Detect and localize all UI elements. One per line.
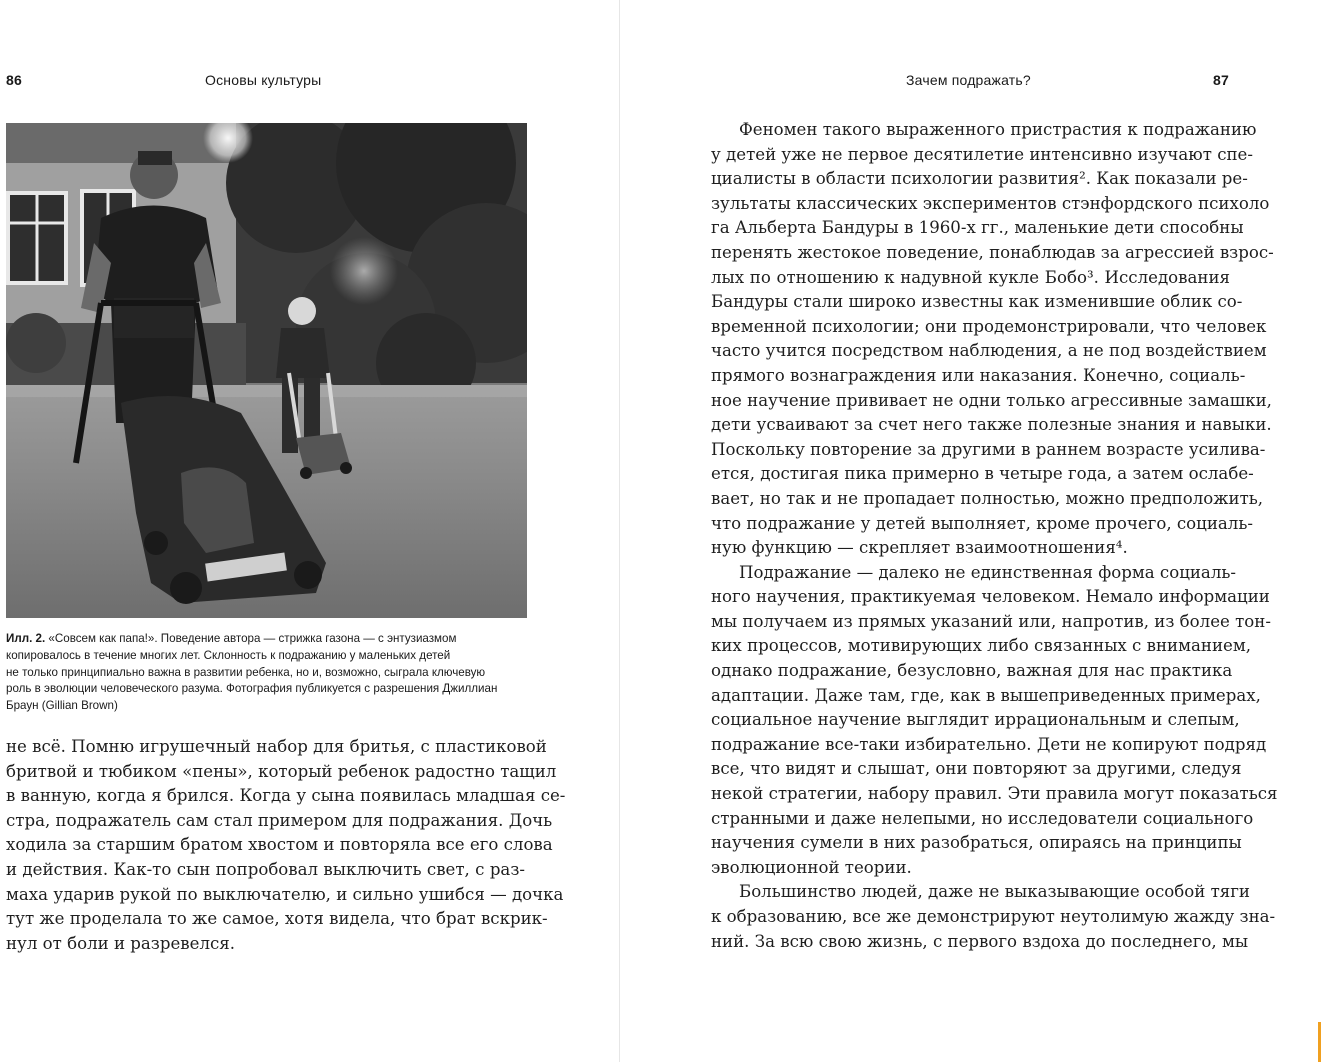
text-line: маха ударив рукой по выключателю, и сильно ушибся — дочка — [6, 884, 564, 904]
book-gutter — [619, 0, 620, 1062]
text-line: ний. За всю свою жизнь, с первого вздоха до последнего, мы — [711, 931, 1249, 951]
text-line: Поскольку повторение за другими в раннем возрасте усилива- — [711, 439, 1266, 459]
text-line: Большинство людей, даже не выказывающие особой тяги — [739, 882, 1250, 902]
text-line: временной психологии; они продемонстрировали, что человек — [711, 316, 1267, 336]
text-line: эволюционной теории. — [711, 857, 912, 877]
text-line: часто учится посредством наблюдения, а не под воздействием — [711, 341, 1267, 361]
left-page-body — [6, 735, 566, 956]
text-line: нул от боли и разревелся. — [6, 933, 236, 953]
text-line: дети усваивают за счет него также полезные знания и навыки. — [711, 415, 1272, 435]
caption-line: Браун (Gillian Brown) — [6, 699, 118, 713]
right-running-head: Зачем подражать? — [906, 72, 1031, 88]
text-line: перенять жестокое поведение, понаблюдав за агрессией взрос- — [711, 242, 1274, 262]
text-line: ную функцию — скрепляет взаимоотношения⁴. — [711, 538, 1128, 558]
text-line: Феномен такого выраженного пристрастия к подражанию — [739, 120, 1257, 139]
text-line: некой стратегии, набору правил. Эти правила могут показаться — [711, 784, 1278, 804]
text-line: подражание все-таки избирательно. Дети не копируют подряд — [711, 734, 1267, 754]
text-line: в ванную, когда я брился. Когда у сына появилась младшая се- — [6, 786, 566, 806]
caption-line: роль в эволюции человеческого разума. Фотография публикуется с разрешения Джиллиан — [6, 682, 498, 696]
caption-line: не только принципиально важна в развитии ребенка, но и, возможно, сыграла ключевую — [6, 665, 486, 679]
text-line: ное научение прививает не одни только агрессивные замашки, — [711, 390, 1272, 410]
text-line: зультаты классических экспериментов стэнфордского психоло — [711, 193, 1270, 213]
text-line: у детей уже не первое десятилетие интенсивно изучают спе- — [711, 144, 1253, 164]
figure-caption — [6, 631, 520, 715]
caption-line: Илл. 2. «Совсем как папа!». Поведение автора — стрижка газона — с энтузиазмом — [6, 632, 457, 645]
text-line: что подражание у детей выполняет, кроме прочего, социаль- — [711, 513, 1253, 533]
text-line: и действия. Как-то сын попробовал выключить свет, с раз- — [6, 859, 525, 879]
page-edge-marker — [1318, 1022, 1321, 1062]
text-line: к образованию, все же демонстрируют неутолимую жажду зна- — [711, 907, 1276, 926]
text-line: тут же проделала то же самое, хотя видела, что брат вскрик- — [6, 909, 548, 929]
text-line: адаптации. Даже там, где, как в вышеприведенных примерах, — [711, 685, 1261, 705]
text-line: Подражание — далеко не единственная форма социаль- — [739, 562, 1237, 582]
left-running-head: Основы культуры — [205, 72, 322, 88]
photo-illustration — [6, 123, 527, 618]
text-line: ется, достигая пика примерно в четыре года, а затем ослабе- — [711, 464, 1254, 484]
text-line: мы получаем из прямых указаний или, напротив, из более тон- — [711, 611, 1271, 631]
text-line: стра, подражатель сам стал примером для подражания. Дочь — [6, 810, 553, 830]
text-line: ходила за старшим братом хвостом и повторяла все его слова — [6, 835, 553, 855]
text-line: научения сумели в них разобраться, опираясь на принципы — [711, 833, 1242, 853]
text-line: циалисты в области психологии развития². Как показали ре- — [711, 169, 1248, 189]
text-line: прямого вознаграждения или наказания. Конечно, социаль- — [711, 365, 1246, 385]
right-page-number: 87 — [1213, 72, 1229, 88]
figure-label: Илл. 2. — [6, 632, 46, 645]
left-page-number: 86 — [6, 72, 22, 88]
text-line: лых по отношению к надувной кукле Бобо³. Исследования — [711, 267, 1230, 287]
text-line: ких процессов, мотивирующих либо связанных с вниманием, — [711, 636, 1252, 656]
text-line: га Альберта Бандуры в 1960-х гг., маленькие дети способны — [711, 218, 1244, 238]
text-line: однако подражание, безусловно, важная для нас практика — [711, 661, 1233, 681]
text-line: все, что видят и слышат, они повторяют за другими, следуя — [711, 759, 1242, 779]
text-line: бритвой и тюбиком «пены», который ребенок радостно тащил — [6, 761, 557, 781]
text-line: вает, но так и не пропадает полностью, можно предположить, — [711, 488, 1264, 508]
text-line: не всё. Помню игрушечный набор для бритья, с пластиковой — [6, 737, 547, 756]
text-line: социальное научение выглядит иррациональным и слепым, — [711, 710, 1240, 730]
text-line: ного научения, практикуемая человеком. Немало информации — [711, 587, 1270, 607]
caption-line: копировалось в течение многих лет. Склонность к подражанию у маленьких детей — [6, 648, 451, 662]
text-line: странными и даже нелепыми, но исследователи социального — [711, 808, 1254, 828]
lawn-mowing-photo — [6, 123, 527, 618]
text-line: Бандуры стали широко известны как изменившие облик со- — [711, 292, 1243, 312]
right-page-body — [711, 118, 1278, 954]
